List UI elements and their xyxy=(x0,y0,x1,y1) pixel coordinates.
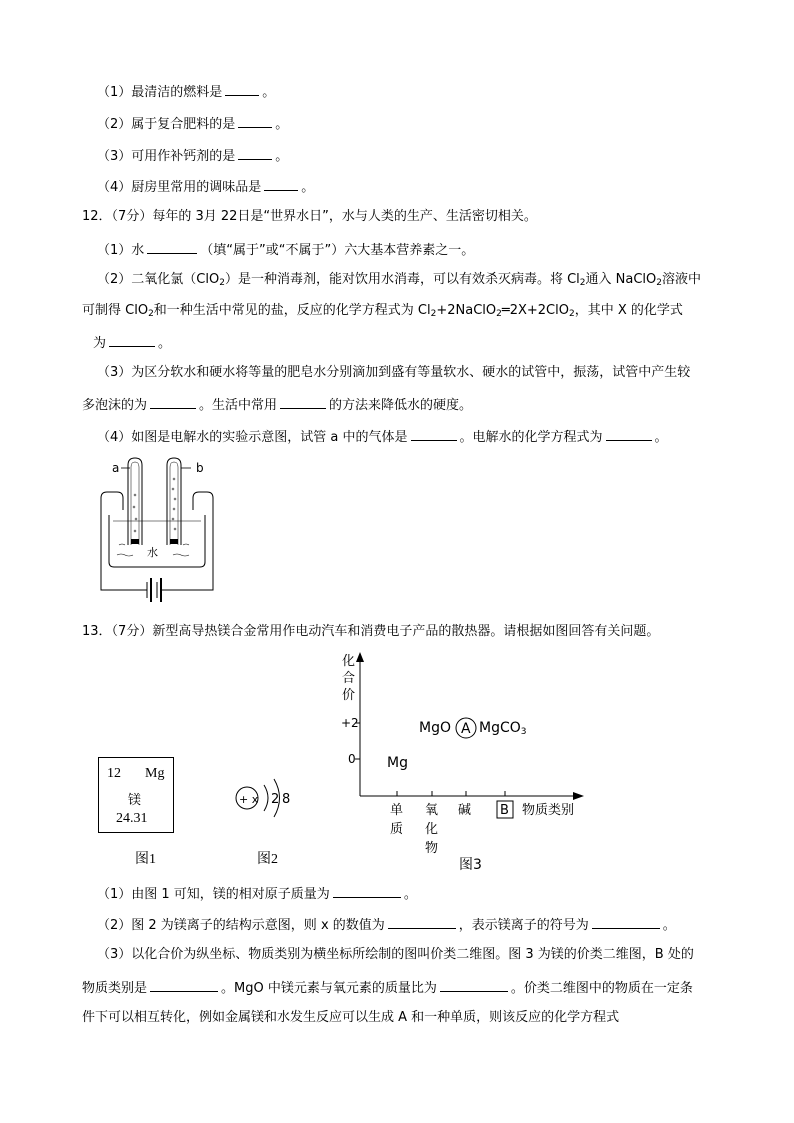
answer-blank[interactable] xyxy=(238,114,272,128)
text: ，其中 X 的化学式 xyxy=(574,303,683,318)
ion-structure-diagram xyxy=(228,775,303,835)
test-tube-a-inner xyxy=(131,462,139,545)
x-cat-char: 质 xyxy=(390,822,404,837)
text: 。生活中常用 xyxy=(199,398,278,413)
y-label-char: 化 xyxy=(342,654,356,669)
test-tube-b-inner xyxy=(170,462,178,545)
q13-part-3-line-1: （3）以化合价为纵坐标、物质类别为横坐标所绘制的图叫价类二维图。图 3 为镁的价类二维图，B 处的 xyxy=(97,947,694,962)
q13-part-1 xyxy=(97,884,417,904)
text: 可制得 ClO xyxy=(82,303,149,318)
item-number: （3） xyxy=(97,149,132,164)
y-tick-label: +2 xyxy=(341,716,359,730)
subscript: 2 xyxy=(496,309,502,319)
text: （2）图 2 为镁离子的结构示意图，则 x 的数值为 xyxy=(97,918,385,933)
item-text: 属于复合肥料的是 xyxy=(131,117,236,132)
q11-item-2 xyxy=(97,114,288,134)
punct: 。 xyxy=(654,430,668,445)
y-axis-arrow xyxy=(356,652,364,662)
item-text: 厨房里常用的调味品是 xyxy=(131,180,262,195)
text: 。价类二维图中的物质在一定条 xyxy=(510,981,693,996)
x-cat-char: 化 xyxy=(425,822,439,837)
q12-part-2-line-1 xyxy=(97,271,701,292)
q12-part-4 xyxy=(97,427,668,447)
water-trough xyxy=(109,515,205,567)
text: 通入 NaClO xyxy=(585,272,657,287)
shell-1-electrons: 2 xyxy=(271,792,280,807)
answer-blank[interactable] xyxy=(411,427,457,441)
answer-blank[interactable] xyxy=(606,427,652,441)
text: 。电解水的化学方程式为 xyxy=(459,430,603,445)
nucleus-charge: + x xyxy=(239,793,259,806)
q13-heading: 13．（7分）新型高导热镁合金常用作电动汽车和消费电子产品的散热器。请根据如图回答有关问题。 xyxy=(82,624,660,639)
text: （2）二氧化氯（ClO xyxy=(97,272,220,287)
answer-blank[interactable] xyxy=(388,915,456,929)
q13-part-2 xyxy=(97,915,676,935)
q12-part-1 xyxy=(97,240,474,260)
text: 多泡沫的为 xyxy=(82,398,148,413)
shell-2-electrons: 8 xyxy=(282,792,291,807)
point-mgco3: MgCO3 xyxy=(479,720,527,737)
text: 溶液中 xyxy=(661,272,701,287)
punct: 。 xyxy=(262,85,276,100)
x-axis-title: 物质类别 xyxy=(522,803,575,818)
q13-part-3-line-3: 件下可以相互转化，例如金属镁和水发生反应可以生成 A 和一种单质，则该反应的化学方程式 xyxy=(82,1010,620,1025)
text: （4）如图是电解水的实验示意图，试管 a 中的气体是 xyxy=(97,430,408,445)
point-mg: Mg xyxy=(387,755,408,771)
subscript: 2 xyxy=(568,309,575,319)
q11-item-3 xyxy=(97,146,288,166)
y-label-char: 价 xyxy=(342,688,356,703)
q13-part-3-line-2 xyxy=(82,978,693,998)
punct: 。 xyxy=(275,117,289,132)
y-label-char: 合 xyxy=(342,671,356,686)
q12-part-2-line-3 xyxy=(93,333,171,353)
element-card xyxy=(98,757,174,833)
answer-blank[interactable] xyxy=(150,395,196,409)
atomic-mass: 24.31 xyxy=(116,811,148,826)
answer-blank[interactable] xyxy=(225,82,259,96)
text: 物质类别是 xyxy=(82,981,148,996)
item-number: （4） xyxy=(97,180,132,195)
subscript: 2 xyxy=(656,278,662,288)
box-b-label: B xyxy=(500,803,509,818)
figure-3-caption: 图3 xyxy=(459,857,482,873)
subscript: 2 xyxy=(579,278,586,288)
text: 的方法来降低水的硬度。 xyxy=(329,398,473,413)
subscript: 2 xyxy=(430,309,437,319)
subscript: 2 xyxy=(219,278,225,288)
atomic-number: 12 xyxy=(107,766,121,781)
x-cat-char: 物 xyxy=(425,841,439,856)
answer-blank[interactable] xyxy=(238,146,272,160)
answer-blank[interactable] xyxy=(109,333,155,347)
electron-shell-1 xyxy=(264,785,268,811)
answer-blank[interactable] xyxy=(592,915,660,929)
electrode-a xyxy=(131,539,139,544)
text: 。MgO 中镁元素与氧元素的质量比为 xyxy=(221,981,437,996)
electrolysis-diagram xyxy=(95,455,225,610)
text: 。 xyxy=(662,918,676,933)
element-name: 镁 xyxy=(128,793,142,808)
answer-blank[interactable] xyxy=(264,177,298,191)
gas-bubbles xyxy=(133,478,176,532)
text: （1）水 xyxy=(97,243,145,258)
label-water: 水 xyxy=(147,546,158,559)
valence-class-diagram xyxy=(335,648,595,873)
x-cat-char: 单 xyxy=(390,803,404,818)
text: 和一种生活中常见的盐，反应的化学方程式为 Cl xyxy=(153,303,431,318)
answer-blank[interactable] xyxy=(147,240,197,254)
q12-part-3-line-2 xyxy=(82,395,472,415)
item-text: 可用作补钙剂的是 xyxy=(131,149,236,164)
figure-2-caption: 图2 xyxy=(257,852,278,867)
figure-1-caption: 图1 xyxy=(135,852,156,867)
item-text: 最清洁的燃料是 xyxy=(131,85,223,100)
answer-blank[interactable] xyxy=(280,395,326,409)
wire-left xyxy=(101,498,147,590)
answer-blank[interactable] xyxy=(440,978,508,992)
text: （1）由图 1 可知，镁的相对原子质量为 xyxy=(97,887,330,902)
text: （填“属于”或“不属于”）六大基本营养素之一。 xyxy=(200,243,475,258)
element-symbol: Mg xyxy=(145,766,165,781)
q11-item-4 xyxy=(97,177,314,197)
punct: 。 xyxy=(158,336,172,351)
wire-left-top xyxy=(101,492,123,510)
q12-part-2-line-2 xyxy=(82,302,683,323)
x-cat-char: 碱 xyxy=(458,803,472,818)
test-tube-b xyxy=(167,458,181,545)
wire-right-top xyxy=(193,492,213,510)
text: 。 xyxy=(403,887,417,902)
q12-heading: 12．（7分）每年的 3月 22日是“世界水日”，水与人类的生产、生活密切相关。 xyxy=(82,209,537,224)
subscript: 2 xyxy=(148,309,154,319)
electrode-b xyxy=(170,539,178,544)
q11-item-1 xyxy=(97,82,275,102)
text: ，表示镁离子的符号为 xyxy=(458,918,589,933)
text: +2NaClO xyxy=(436,303,497,318)
text: ═2X+2ClO xyxy=(501,303,569,318)
circle-a-label: A xyxy=(461,721,471,737)
q12-part-3-line-1: （3）为区分软水和硬水将等量的肥皂水分别滴加到盛有等量软水、硬水的试管中，振荡，试管中产生较 xyxy=(97,365,691,380)
y-tick-label: 0 xyxy=(348,752,356,766)
point-mgo: MgO xyxy=(419,720,451,736)
x-cat-char: 氧 xyxy=(425,803,439,818)
punct: 。 xyxy=(301,180,315,195)
x-axis-arrow xyxy=(573,792,584,800)
punct: 。 xyxy=(275,149,289,164)
text: ）是一种消毒剂，能对饮用水消毒，可以有效杀灭病毒。将 Cl xyxy=(224,272,580,287)
answer-blank[interactable] xyxy=(150,978,218,992)
item-number: （2） xyxy=(97,117,132,132)
answer-blank[interactable] xyxy=(333,884,401,898)
label-b: b xyxy=(196,461,204,475)
label-a: a xyxy=(112,461,120,475)
item-number: （1） xyxy=(97,85,132,100)
text: 为 xyxy=(93,336,107,351)
